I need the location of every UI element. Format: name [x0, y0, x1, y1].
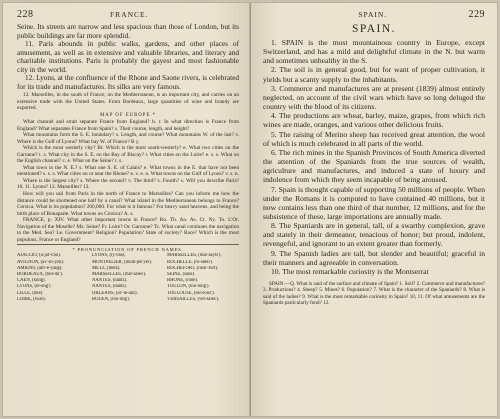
left-page: [3, 3, 249, 416]
note-paragraph: 13. Marseilles, in the south of France, on the Mediterranean, is an important city, and carries on an extensive trade with the United States. From Bordeaux, large quantities of wine and brandy are exported.: [17, 92, 239, 112]
pron-entry: ROCHELLE, (ro-shell').: [167, 259, 214, 265]
review-questions: [263, 281, 485, 307]
map-question: How will you sail from Paris in the north of France to Marseilles? Can you inform me how the distance could be shortened one half by a canal? What island in the Mediterranean belongs to France? Corsica. What is its population? 200,000. For what is it famous? For heavy sand heavens, and being the birth place of Bonaparte. What towns on Corsica? A. s.: [17, 191, 239, 217]
left-paragraph: 12. Lyons, at the confluence of the Rhone and Saone rivers, is celebrated for its trade and manufactures. Its silks are very famous.: [17, 73, 239, 91]
pron-entry: MARSEILLES, (mar-sayls').: [167, 253, 222, 259]
pron-entry: LILLE, (lele).: [17, 290, 44, 296]
right-paragraph: 10. The most remarkable curiosity is the Montserrat: [271, 266, 429, 276]
map-question: Which is the most westerly city? Br. Which is the most south-westerly? e. What two cities on the Garonne? t. s. What city in the S. E. on the Bay of Biscay? r. What cities on the Loire? e. s. s. What on the English channel? c. e. What on the Seine? r. s.: [17, 145, 239, 165]
map-question: Where is the largest city? s. Where the second? v. The third? s. Fourth? s. Will you describe Paris? 10, 11. Lyons? 12. Marseilles? 13.: [17, 177, 239, 191]
divider-rule: [17, 244, 239, 245]
right-header-title: SPAIN.: [358, 10, 388, 19]
pron-entry: VERSAILLES, (ver-sales').: [167, 296, 220, 302]
right-paragraph: 8. The Spaniards are in general, tall, of a swarthy complexion, grave and stately in their demeanor, tenacious of honor; but proud, indolent, revengeful, and ignorant to an extent greater than formerly.: [263, 221, 485, 249]
left-body-text: [17, 23, 239, 91]
pron-entry: MONTPELIER, (mont-pel'yer).: [92, 259, 153, 265]
pron-entry: ROCHEFORT, (rosh'-fort).: [167, 265, 219, 271]
pron-entry: NANTES, (nantz).: [92, 278, 128, 284]
pron-entry: AMIENS, (am'-e-yang).: [17, 265, 63, 271]
pron-entry: ORLEANS, (or'-le-ans).: [92, 290, 138, 296]
pron-entry: AJACCIO, (a-jat'-cho).: [17, 253, 61, 259]
map-question: What mountains form the S. E. boundary? s. Length, and course? What mountains W. of the last? s. Where is the Gulf of Lyons? What bay W. of France? B y.: [17, 132, 239, 145]
pron-entry: LYONS, (ly-ons).: [92, 253, 126, 259]
pron-entry: TOULON, (too-long').: [167, 284, 210, 290]
pron-entry: LOIRE, (lwar).: [17, 296, 46, 302]
map-question: What town in the N. E.? s. What one S. E. of Calais? e. What towns in the E. that have not been mentioned? s. s. s. What cities on or near the Rhone? e. v. e. n. What towns on the Gulf of Lyons? v. s. n.: [17, 164, 239, 178]
right-paragraph: 1. SPAIN is the most mountainous country in Europe, except Switzerland, and has a mild and delightful climate in the N. but warm and sometimes unhealthy in the S.: [263, 38, 485, 66]
pron-entry: RHONE, (rone).: [167, 278, 199, 284]
pronunciation-table: [17, 253, 239, 303]
right-running-head: [263, 9, 485, 20]
left-running-head: [17, 9, 239, 20]
left-opening-paragraph: Seine. Its streets are narrow and less spacious than those of London, but its public buildings are far more splendid.: [17, 22, 239, 40]
pron-entry: LYONS, (le-ong').: [17, 284, 52, 290]
right-paragraph: 2. The soil is in general good, but for want of proper cultivation, it yields but a scanty supply to the inhabitants.: [263, 65, 485, 84]
right-body-text: [263, 38, 485, 276]
pron-entry: ROUEN, (roo-ong').: [92, 296, 131, 302]
chapter-title: SPAIN.: [351, 23, 397, 35]
right-page: [251, 3, 497, 416]
pron-entry: SEINE, (sane).: [167, 272, 196, 278]
pron-entry: MARSEILLES, (mar-sales').: [92, 272, 147, 278]
pronunciation-title: * PRONUNCIATION OF FRENCH NAMES.: [72, 247, 184, 253]
right-page-number: 229: [468, 9, 485, 20]
right-paragraph: 9. The Spanish ladies are tall, but slender and beautiful; graceful in their manners and agreeable in conversation.: [263, 248, 485, 267]
pron-entry: AVIGNON, (av'-in-yon).: [17, 259, 64, 265]
left-note: [17, 92, 239, 112]
pron-entry: TOULOUSE, (too-looz').: [167, 290, 215, 296]
left-paragraph: 11. Paris abounds in public walks, gardens, and other places of amusement, as well as in extensive and valuable libraries, and literary and charitable institutions. Paris is probably the gayest and most fashionable city in the world.: [17, 39, 239, 74]
map-questions: [17, 119, 239, 243]
left-header-title: FRANCE.: [110, 10, 149, 19]
map-question: FRANCE, p. XIV. What other important towns in France? Ro. Th. An. As. Ct. Ny. To. L'Or. Navigation of the Moselle? Mz. Seine? Fr. Loire? Or. Garonne? Tc. What canal continues the navigation to the Med. Sea? Le. Government? Religion? Population? State of society? Race? Which is the most populous, France or England?: [17, 217, 239, 243]
map-questions-title: MAP OF EUROPE.*: [99, 113, 156, 119]
right-paragraph: 5. The raising of Merino sheep has received great attention, the wool of which is much celebrated in all parts of the world.: [263, 129, 485, 148]
pron-entry: METZ, (metz).: [92, 265, 121, 271]
pron-entry: BORDEAUX, (bor-do').: [17, 272, 63, 278]
right-paragraph: 3. Commerce and manufactures are at present (1839) almost entirely neglected, on account of the civil wars which have so long deluged the country with the blood of its citizens.: [263, 83, 485, 112]
right-paragraph: 4. The productions are wheat, barley, maize, grapes, from which rich wines are made, oranges, and various other delicious fruits.: [263, 111, 485, 130]
book-spread: [2, 2, 498, 417]
map-question: What channel and strait separate France from England? b. r. In what direction is France from England? What separates France from Spain? s. Their course, length, and height?: [17, 119, 239, 132]
right-paragraph: 7. Spain is thought capable of supporting 50 millions of people. When under the Romans it is computed to have contained 40 millions, but it now contains less than one third of that number, 12 millions, and for the subsistence of these, large importations are annually made.: [263, 184, 485, 221]
pron-entry: CAEN, (kong).: [17, 278, 46, 284]
review-questions-text: SPAIN.—Q. What is said of the surface and climate of Spain? 1. Soil? 2. Commerce and manufactures? 3. Productions? 4. Sheep? 5. Mines? 6. Population? 7. What is the character of the Spaniards? 8. What is said of the ladies? 9. What is the most remarkable curiosity in Spain? 10, 11. Of what amusements are the Spaniards particularly fond? 12.: [263, 281, 485, 307]
pron-entry: NANTES, (nants).: [92, 284, 128, 290]
left-page-number: 228: [17, 9, 34, 20]
right-paragraph: 6. The rich mines in the Spanish Provinces of South America diverted the attention of the Spaniards from the true sources of wealth, agriculture and manufactures, and induced a state of luxury and indolence from which they seem incapable of being aroused.: [263, 147, 485, 185]
